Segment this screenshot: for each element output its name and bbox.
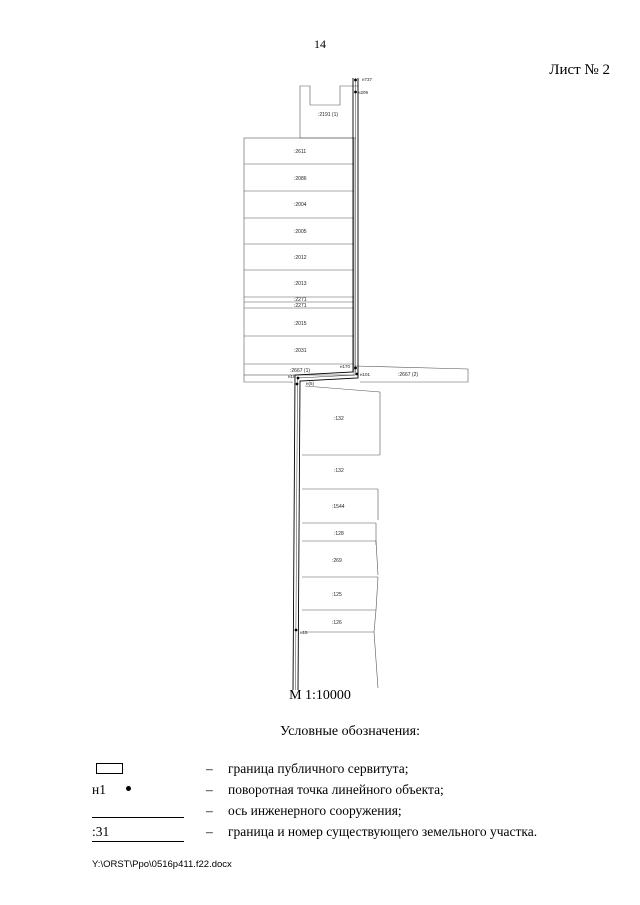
legend-item-turning-point (0, 782, 640, 802)
legend-desc: граница публичного сервитута; (228, 761, 409, 776)
legend-item-parcel (0, 824, 640, 844)
legend-title: Условные обозначения: (279, 724, 421, 739)
legend-dash: – (206, 761, 213, 776)
parcel-label: :2611 (294, 149, 307, 155)
parcel-boundary-symbol (92, 841, 184, 842)
parcel-label: :269 (332, 558, 342, 564)
parcel-label: :2086 (294, 176, 307, 182)
sheet-label: Лист № 2 (549, 62, 610, 78)
parcel-label: :2031 (294, 348, 307, 354)
parcel-label: :2015 (294, 321, 307, 327)
footer-file-path: Y:\ORST\Ppo\0516p411.f22.docx (92, 859, 232, 870)
legend-dash: – (206, 803, 213, 818)
point-label: н209 (358, 90, 368, 95)
legend-dash: – (206, 824, 213, 839)
legend-dash: – (206, 782, 213, 797)
point-label: н170 (340, 364, 350, 369)
legend-desc: поворотная точка линейного объекта; (228, 782, 444, 797)
parcel-label: :132 (334, 416, 344, 422)
parcel-label: :2013 (294, 281, 307, 287)
legend-desc: граница и номер существующего земельного участка. (228, 824, 538, 839)
point-label: н737 (362, 77, 372, 82)
parcel-label: :1544 (332, 504, 345, 510)
servitude-boundary-symbol (96, 763, 123, 774)
parcel-label: :2271 (294, 297, 307, 303)
parcel-label: :2667 (2) (398, 372, 419, 378)
turning-point-dot-icon (126, 786, 131, 791)
parcel-label: :128 (334, 531, 344, 537)
point-label: н15 (300, 630, 308, 635)
map-scale: М 1:10000 (289, 688, 351, 703)
parcel-label: :2012 (294, 255, 307, 261)
point-label: н101 (360, 372, 370, 377)
parcel-label: :2191 (1) (318, 112, 339, 118)
legend-desc: ось инженерного сооружения; (228, 803, 402, 818)
legend-item-axis (0, 803, 640, 823)
parcel-label: :2667 (1) (290, 368, 311, 374)
legend-item-servitude (0, 761, 640, 781)
point-label: н(5) (306, 381, 314, 386)
parcel-label: :126 (332, 620, 342, 626)
page-number: 14 (314, 37, 326, 51)
parcel-symbol-label: :31 (92, 824, 110, 839)
parcel-label: :2271 (294, 303, 307, 309)
axis-line-symbol (92, 817, 184, 818)
parcel-label: :2004 (294, 202, 307, 208)
turning-point-symbol-label: н1 (92, 782, 106, 797)
parcel-label: :125 (332, 592, 342, 598)
point-label: н18 (288, 374, 296, 379)
parcel-label: :132 (334, 468, 344, 474)
parcel-label: :2005 (294, 229, 307, 235)
